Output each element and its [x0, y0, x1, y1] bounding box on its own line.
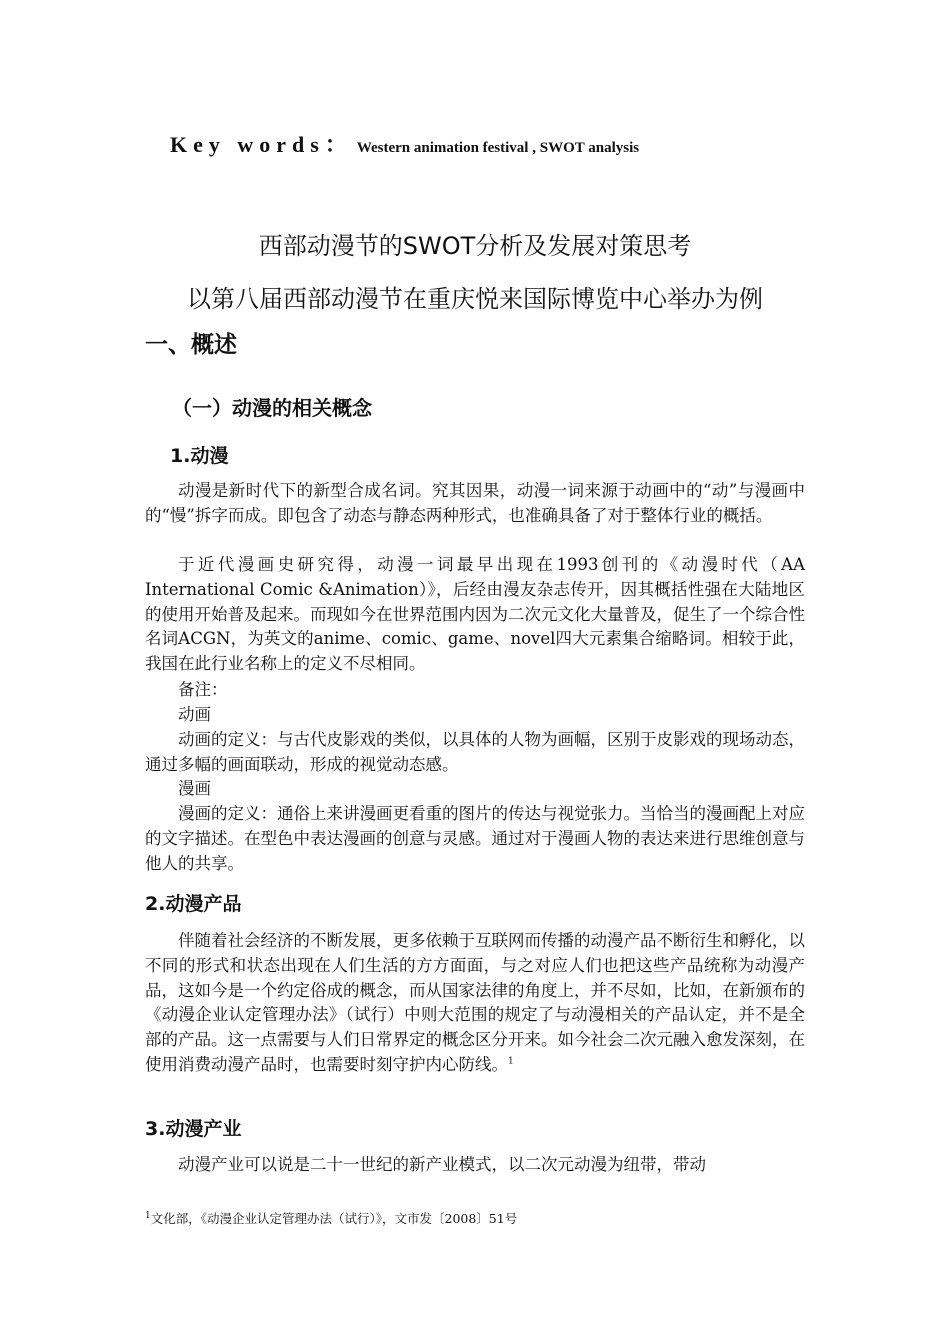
paragraph-products: [145, 929, 805, 1078]
keywords-line: [170, 128, 639, 159]
animation-definition: 动画的定义：与古代皮影戏的类似，以具体的人物为画幅，区别于皮影戏的现场动态，通过多幅的画面联动，形成的视觉动态感。: [145, 730, 805, 774]
keywords-label: Key words：: [170, 132, 353, 157]
note-label: 备注：: [178, 680, 228, 699]
paper-subtitle: 以第八届西部动漫节在重庆悦来国际博览中心举办为例: [187, 285, 763, 313]
item-heading-animation-comics: 1.动漫: [170, 445, 229, 467]
section-heading-overview: 一、概述: [145, 332, 237, 358]
footnote-text: 文化部，《动漫企业认定管理办法（试行）》，文市发〔2008〕51号: [150, 1211, 518, 1226]
subsection-heading-concepts: （一）动漫的相关概念: [172, 396, 372, 420]
paragraph-industry: 动漫产业可以说是二十一世纪的新产业模式，以二次元动漫为纽带，带动: [178, 1155, 706, 1174]
footnote: [145, 1210, 517, 1228]
item-heading-products: 2.动漫产品: [145, 893, 242, 915]
comic-definition: 漫画的定义：通俗上来讲漫画更看重的图片的传达与视觉张力。当恰当的漫画配上对应的文字描述。在型色中表达漫画的创意与灵感。通过对于漫画人物的表达来进行思维创意与他人的共享。: [145, 804, 805, 873]
item-heading-industry: 3.动漫产业: [145, 1118, 242, 1140]
comic-label: 漫画: [178, 779, 211, 798]
animation-label: 动画: [178, 705, 211, 724]
paragraph-history: 于近代漫画史研究得，动漫一词最早出现在1993创刊的《动漫时代（AA International Comic &Animation）》，后经由漫友杂志传开，因其概括性强在大陆地区的使用开始普及起来。而现如今在世界范围内因为二次元文化大量普及，促生了一个综合性名词ACGN，为英文的anime、comic、game、novel四大元素集合缩略词。相较于此，我国在此行业名称上的定义不尽相同。: [145, 555, 805, 674]
paragraph-definition: 动漫是新时代下的新型合成名词。究其因果，动漫一词来源于动画中的“动”与漫画中的“慢”拆字而成。即包含了动态与静态两种形式，也准确具备了对于整体行业的概括。: [145, 481, 805, 525]
keywords-value: Western animation festival , SWOT analysis: [356, 140, 640, 156]
paper-title: 西部动漫节的SWOT分析及发展对策思考: [258, 232, 692, 260]
footnote-ref[interactable]: 1: [508, 1056, 514, 1067]
paragraph-products-text: 伴随着社会经济的不断发展，更多依赖于互联网而传播的动漫产品不断衍生和孵化，以不同的形式和状态出现在人们生活的方方面面，与之对应人们也把这些产品统称为动漫产品，这如今是一个约定俗成的概念，而从国家法律的角度上，并不尽如，比如，在新颁布的《动漫企业认定管理办法》（试行）中则大范围的规定了与动漫相关的产品认定，并不是全部的产品。这一点需要与人们日常界定的概念区分开来。如今社会二次元融入愈发深刻，在使用消费动漫产品时，也需要时刻守护内心防线。: [145, 931, 805, 1074]
footnote-mark: 1: [145, 1210, 151, 1221]
